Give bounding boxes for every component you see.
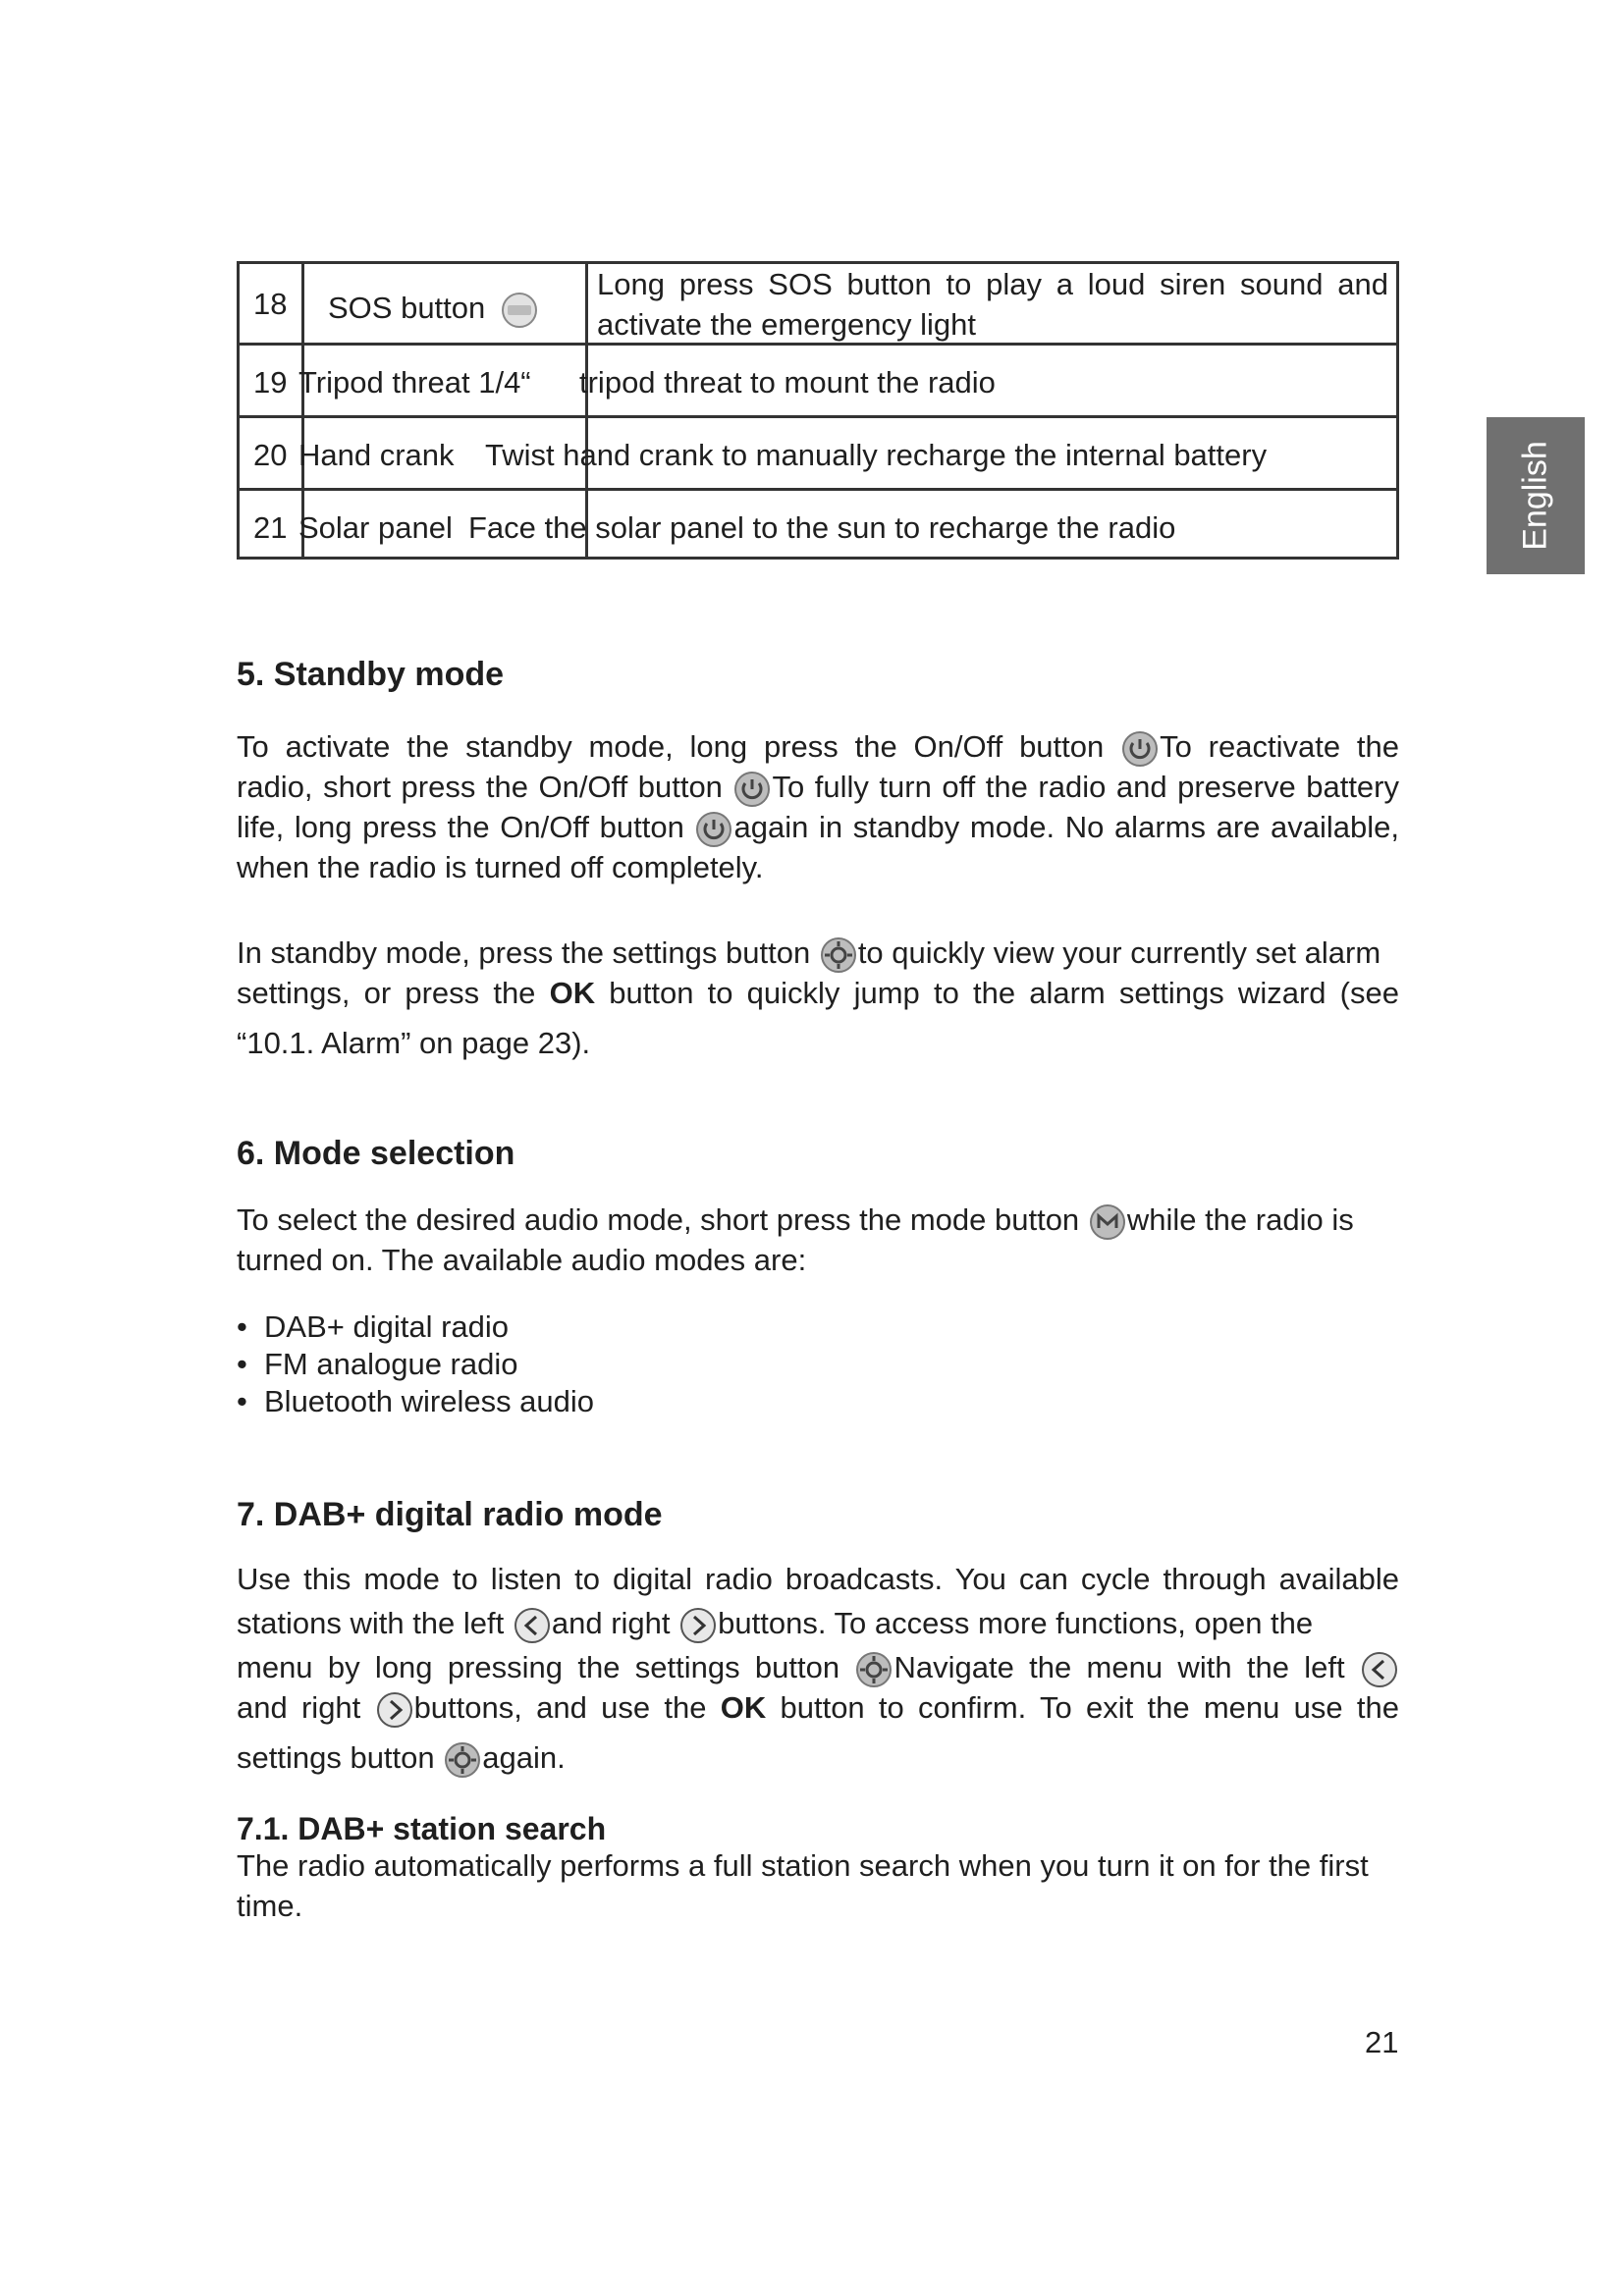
table-cell-name-text: SOS button bbox=[328, 291, 486, 325]
text-line: stations with the left and right buttons. To access more functions, open the bbox=[237, 1603, 1399, 1643]
power-icon bbox=[694, 810, 733, 849]
text-line: “10.1. Alarm” on page 23). bbox=[237, 1026, 591, 1060]
table-cell-desc-line: Long press SOS button to play a loud siren sound and bbox=[597, 267, 1388, 301]
text-line: radio, short press the On/Off button To fully turn off the radio and preserve battery bbox=[237, 767, 1399, 807]
table-cell-desc-line: activate the emergency light bbox=[597, 307, 976, 342]
table-cell-desc: tripod threat to mount the radio bbox=[579, 365, 996, 400]
text-line: turned on. The available audio modes are: bbox=[237, 1243, 807, 1277]
table-cell-num: 20 bbox=[253, 438, 288, 472]
text-line: and right buttons, and use the OK button to confirm. To exit the menu use the bbox=[237, 1687, 1399, 1728]
settings-icon bbox=[819, 935, 858, 975]
left-arrow-icon bbox=[1360, 1650, 1399, 1689]
language-tab-label: English bbox=[1516, 441, 1554, 551]
table-row-divider bbox=[240, 488, 1396, 491]
list-item: • Bluetooth wireless audio bbox=[237, 1383, 594, 1420]
list-item: • DAB+ digital radio bbox=[237, 1308, 594, 1346]
audio-modes-list bbox=[237, 1308, 594, 1420]
table-cell-desc: Face the solar panel to the sun to recharge the radio bbox=[468, 510, 1176, 545]
text-line: menu by long pressing the settings button Navigate the menu with the left bbox=[237, 1647, 1399, 1687]
dab-paragraph bbox=[237, 1559, 1399, 1778]
text-line: when the radio is turned off completely. bbox=[237, 850, 764, 884]
table-cell-num: 18 bbox=[253, 287, 288, 321]
settings-icon bbox=[854, 1650, 893, 1689]
standby-paragraph-1 bbox=[237, 726, 1399, 887]
standby-paragraph-2 bbox=[237, 933, 1399, 1063]
table-cell-name: Tripod threat 1/4“ bbox=[298, 365, 531, 400]
language-tab bbox=[1487, 417, 1585, 574]
text-line: settings, or press the OK button to quickly jump to the alarm settings wizard (see bbox=[237, 976, 1399, 1010]
section-title-standby: 5. Standby mode bbox=[237, 656, 505, 693]
settings-icon bbox=[443, 1740, 482, 1780]
table-cell-num: 21 bbox=[253, 510, 288, 545]
table-row-divider bbox=[240, 415, 1396, 418]
page-number: 21 bbox=[1365, 2025, 1399, 2059]
table-cell-name: Hand crank bbox=[298, 438, 455, 472]
power-icon bbox=[732, 770, 772, 809]
list-item: • FM analogue radio bbox=[237, 1346, 594, 1383]
text-line: The radio automatically performs a full station search when you turn it on for the first bbox=[237, 1848, 1369, 1883]
table-cell-name: Solar panel bbox=[298, 510, 453, 545]
mode-selection-paragraph bbox=[237, 1200, 1399, 1280]
left-arrow-icon bbox=[513, 1606, 552, 1645]
table-cell-name bbox=[328, 288, 539, 328]
section-title-dab: 7. DAB+ digital radio mode bbox=[237, 1496, 663, 1533]
text-line: life, long press the On/Off button again in standby mode. No alarms are available, bbox=[237, 807, 1399, 847]
text-line: In standby mode, press the settings button to quickly view your currently set alarm bbox=[237, 933, 1399, 973]
text-line: Use this mode to listen to digital radio broadcasts. You can cycle through available bbox=[237, 1562, 1399, 1596]
text-line: settings button again. bbox=[237, 1737, 1399, 1778]
table-cell-num: 19 bbox=[253, 365, 288, 400]
mode-icon bbox=[1088, 1202, 1127, 1242]
section-title-mode-selection: 6. Mode selection bbox=[237, 1135, 515, 1172]
power-icon bbox=[1120, 729, 1160, 769]
feature-table bbox=[237, 261, 1399, 560]
table-cell-desc bbox=[597, 264, 1388, 345]
text-line: To select the desired audio mode, short press the mode button while the radio is bbox=[237, 1200, 1399, 1240]
right-arrow-icon bbox=[375, 1690, 414, 1730]
text-line: time. bbox=[237, 1889, 303, 1923]
sos-icon bbox=[500, 291, 539, 330]
right-arrow-icon bbox=[678, 1606, 718, 1645]
table-cell-desc: Twist hand crank to manually recharge the internal battery bbox=[485, 438, 1268, 472]
subsection-title-station-search: 7.1. DAB+ station search bbox=[237, 1811, 607, 1846]
station-search-paragraph bbox=[237, 1845, 1399, 1926]
text-line: To activate the standby mode, long press the On/Off button To reactivate the bbox=[237, 726, 1399, 767]
